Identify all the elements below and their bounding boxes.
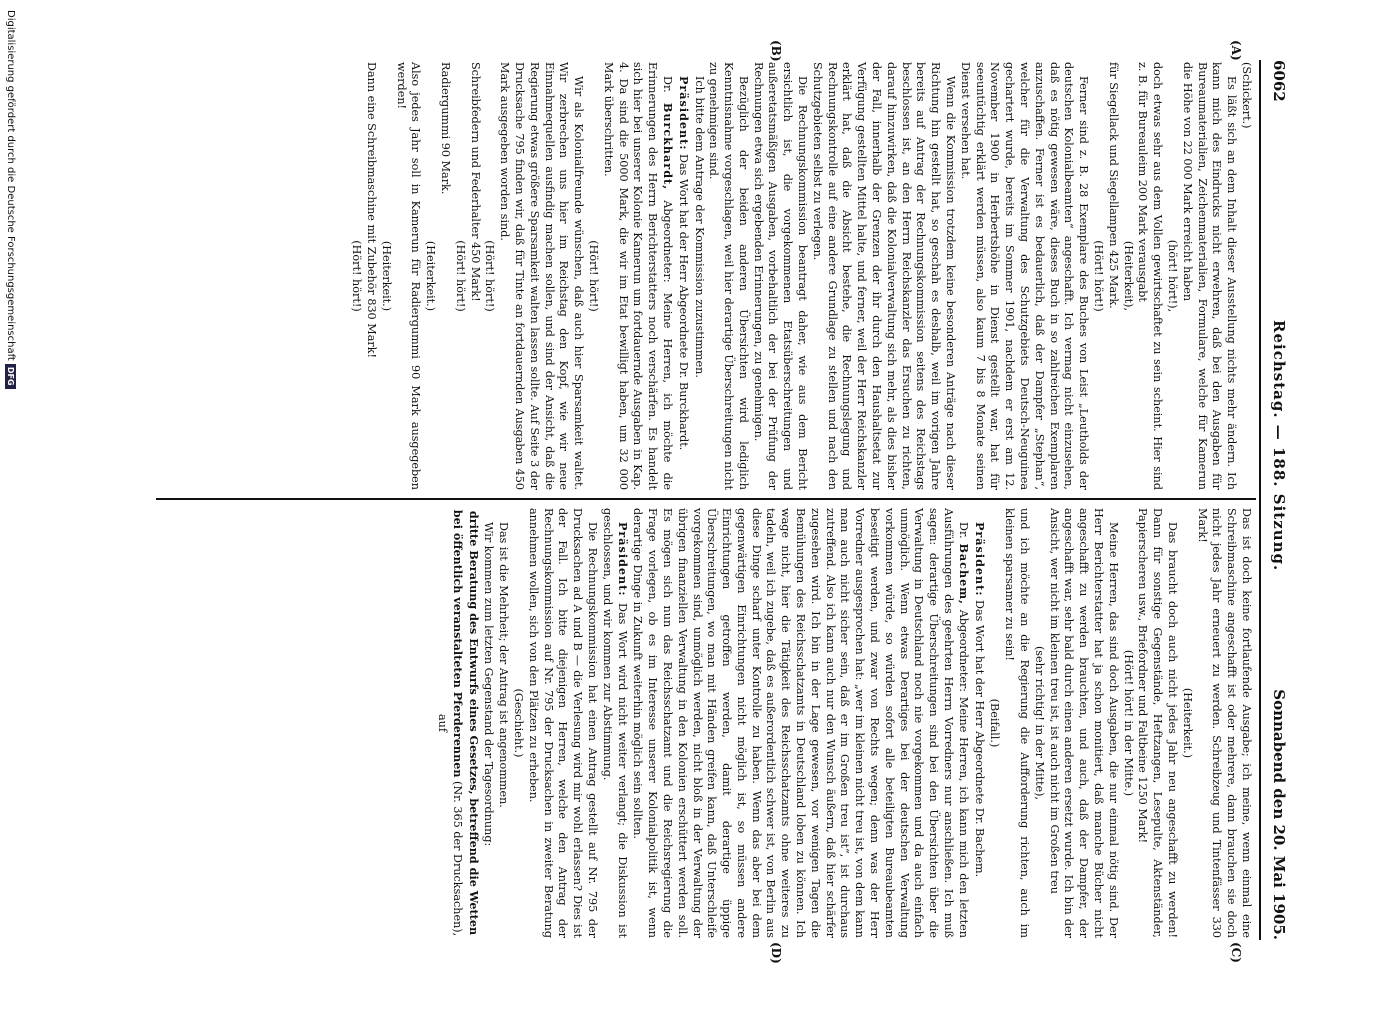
paragraph: (Hört! hört!) — [350, 240, 364, 312]
paragraph: (Hört! hört!) — [453, 240, 467, 312]
paragraph: Schreibfedern und Federhalter 450 Mark! — [468, 62, 482, 302]
paragraph: Ich bitte dem Antrage der Kommission zuzustimmen. — [692, 76, 706, 378]
paragraph: Wenn die Kommission trotzdem keine besonderen Anträge nach dieser Richtung hin gestellt hat, so geschah es deshalb, weil im vorigen Jahre bereits auf Antrag der Rechnungskommission seitens des Reichstags beschlossen ist, an den Herrn Reichskanzler das Ersuchen zu richten, darauf hinzuwirken, daß die Kolonialverwaltung sich mehr, als dies bisher der Fall, innerhalb der Grenzen der ihr durch den Haushaltsetat zur Verfügung gestellten Mittel halte, und ferner, weil der Herr Reichskanzler erklärt hat, daß die Absicht bestehe, die Rechnungslegung und Rechnungskontrolle auf eine andere Grundlage zu stellen und nach den Schutzgebieten selbst zu verlegen. — [810, 62, 958, 490]
paragraph: (Heiterkeit), — [1121, 240, 1135, 312]
paragraph: (Hört! hört!) — [1092, 240, 1106, 312]
paragraph: (Geschieht.) — [511, 688, 525, 758]
paragraph: (Hört! hört!) — [586, 240, 600, 312]
paragraph: und ich möchte an die Regierung die Aufforderung richten, auch im kleinen sparsamer zu sein! — [1003, 508, 1032, 938]
header-rule — [1259, 60, 1261, 940]
paragraph: Es läßt sich an dem Inhalt dieser Ausstellung nichts mehr ändern. Ich kann mich des Eindrucks nicht erwehren, daß bei den Ausgaben für Bureaumaterialien, Zeichenmaterialien, Formulare, welche für Kamerun die Höhe von 22 000 Mark erreicht haben — [1180, 62, 1239, 490]
paragraph: Wir kommen zum letzten Gegenstand der Tagesordnung: — [482, 522, 496, 847]
paragraph: Das ist doch keine fortlaufende Ausgabe; ich meine, wenn einmal eine Schreibmaschine angeschafft ist oder mehrere, dann brauchen sie doch nicht jedes Jahr erneuert zu werden. Schreibzeug und Tintenfässer 330 Mark! — [1195, 508, 1253, 938]
paragraph: (Beifall.) — [988, 698, 1002, 748]
paragraph: Die Rechnungskommission beantragt daher, wie aus dem Bericht ersichtlich ist, die vorgekommenen Etatsüberschreitungen und außeretatsmäßigen Ausgaben, vorbehaltlich der bei der Prüfung der Rechnungen etwa sich ergebenden Erinnerungen, zu genehmigen. — [751, 62, 810, 490]
credit-text: Digitalisierung gefördert durch die Deutsche Forschungsgemeinschaft — [5, 10, 16, 361]
paragraph: für Siegellack und Siegellampen 425 Mark. — [1106, 62, 1120, 309]
left-text-column — [348, 62, 1253, 490]
paragraph: (Heiterkeit.) — [379, 240, 393, 312]
page-header — [1266, 60, 1288, 940]
paragraph: (hört! hört!), — [1166, 239, 1180, 313]
paragraph: (sehr richtig! in der Mitte), — [1032, 645, 1046, 801]
paragraph: Dr. Burckhardt, Abgeordneter: Meine Herren, ich möchte die Erinnerungen des Herrn Berichterstatters noch verschärfen. Es handelt sich hier bei unserer Kolonie Kamerun um fortdauernde Ausgaben in Kap. 4. Da sind die 5000 Mark, die wir im Etat bewilligt haben, um 32 000 Mark überschritten. — [601, 62, 675, 490]
page-date: Sonnabend den 20. Mai 1905. — [1270, 689, 1288, 940]
page-title: Reichstag. — 188. Sitzung. — [1270, 320, 1288, 572]
paragraph: doch etwas sehr aus dem Vollen gewirtschaftet zu sein scheint. Hier sind z. B. für Bureauleim 200 Mark verausgabt — [1136, 62, 1165, 490]
column-divider — [156, 498, 1256, 500]
paragraph: Das braucht doch auch nicht jedes Jahr neu angeschafft zu werden! Dann für sonstige Gegenstände, Heftzangen, Lesepulte, Aktenständer, Papierscheren usw., Briefordner und Faltbeine 1250 Mark! — [1136, 508, 1180, 938]
paragraph: Präsident: Das Wort hat der Herr Abgeordnete Dr. Bachem. — [972, 522, 987, 878]
paragraph: (Heiterkeit.) — [1180, 687, 1194, 759]
paragraph: Dann eine Schreibmaschine mit Zubehör 830 Mark! — [364, 62, 378, 358]
paragraph: Das ist die Mehrheit; der Antrag ist angenommen. — [497, 522, 511, 808]
paragraph: Bezüglich der beiden anderen Übersichten wird lediglich Kenntnisnahme vorgeschlagen, weil hier derartige Überschreitungen nicht zu genehmigen sind. — [707, 62, 750, 490]
paragraph: Dr. Bachem, Abgeordneter: Meine Herren, ich kann mich den letzten Ausführungen des geehrten Herrn Vorredners nur anschließen. Ich muß sagen: derartige Überschreitungen sind bei den Übersichten über die Verwaltung in Deutschland noch nie vorgekommen und da auch einfach unmöglich. Wenn etwas Derartiges bei der deutschen Verwaltung vorkommen würde, so würden sofort alle beteiligten Bureaubeamten beseitigt werden, und zwar von Rechts wegen; denn was der Herr Vorredner ausgesprochen hat: „wer im kleinen nicht treu ist, von dem kann man auch nicht sicher sein, daß er im Großen treu ist“, ist durchaus zutreffend. Also ich kann auch nur den Wunsch äußern, daß hier schärfer zugesehen wird. Ich bin in der Lage gewesen, vor wenigen Tagen die Bemühungen des Reichsschatzamts in Deutschland loben zu können. Ich wage nicht, hier die Tätigkeit des Reichsschatzamts ohne weiteres zu tadeln, weil ich zugebe, daß es außerordentlich schwer ist, von Berlin aus diese Dinge scharf unter Kontrolle zu haben. Wenn das aber bei dem gegenwärtigen Einrichtungen nicht möglich ist, so müssen andere Einrichtungen getroffen werden, damit derartige üppige Überschreitungen, wo man mit Händen greifen kann, daß Unterschleife vorgekommen sind, unmöglich werden, nicht bloß in der Verwaltung der übrigen finanziellen Verwaltung in den Kolonien erschüttert werden soll. Es mögen sich nun das Reichsschatzamt und die Reichsregierung die Frage vorlegen, ob es im Interesse unserer Kolonialpolitik ist, wenn derartige Dinge in Zukunft weiterhin möglich sein sollten. — [631, 508, 971, 938]
paragraph: (Hört! hört! in der Mitte.) — [1121, 649, 1135, 797]
paragraph: Also jedes Jahr soll in Kamerun für Radiergummi 90 Mark ausgegeben werden! — [394, 62, 423, 490]
paragraph: (Hört! hört!) — [483, 240, 497, 312]
right-text-column — [434, 508, 1253, 938]
dfg-logo: DFG — [5, 364, 16, 389]
paragraph: Die Rechnungskommission hat einen Antrag gestellt auf Nr. 795 der Drucksachen ad A und B — die Verlesung wird mir wohl erlassen? Dies ist der Fall. Ich bitte diejenigen Herren, welche den Antrag der Rechnungskommission auf Nr. 795 der Drucksachen in zweiter Beratung annehmen wollen, sich von den Plätzen zu erheben. — [526, 508, 599, 938]
page-number: 6062 — [1270, 60, 1288, 102]
margin-marker-b: (B) — [769, 40, 783, 62]
margin-marker-c: (C) — [1229, 942, 1243, 963]
paragraph: Radiergummi 90 Mark. — [438, 62, 452, 195]
paragraph: Meine Herren, das sind doch Ausgaben, die nur einmal nötig sind. Der Herr Berichterstatter hat ja schon monitiert, daß manche Bücher nicht angeschafft zu werden brauchten, und auch, daß der Dampfer, der angeschafft war, sehr bald durch einen anderen ersetzt wurde. Ich bin der Ansicht, wer nicht im kleinen treu ist, ist auch nicht im Großen treu — [1047, 508, 1120, 938]
margin-marker-d: (D) — [769, 942, 783, 964]
paragraph: (Heiterkeit.) — [424, 240, 438, 312]
paragraph: Wir als Kolonialfreunde wünschen, daß auch hier Sparsamkeit waltet. Wir zerbrechen uns hier im Reichstag den Kopf, wie wir neue Einnahmequellen ausfindig machen sollen, und sind der Ansicht, daß die Regierung etwas größere Sparsamkeit walten lassen sollte. Auf Seite 3 der Drucksache 795 finden wir, daß für Tinte an fortdauernden Ausgaben 450 Mark ausgegeben worden sind. — [498, 62, 586, 490]
digitization-credit — [2, 0, 16, 1000]
paragraph: dritte Beratung des Entwurfs eines Gesetzes, betreffend die Wetten bei öffentlich veranstalteten Pferderennen (Nr. 365 der Drucksachen), auf — [435, 509, 481, 937]
paragraph: Ferner sind z. B. 28 Exemplare des Buches von Leist „Leutholds der deutschen Kolonialbeamten“ angeschafft. Ich vermag nicht einzusehen, daß es nötig gewesen wäre, dieses Buch in so zahlreichen Exemplaren anzuschaffen. Ferner ist es bedauerlich, daß der Dampfer „Stephan“, welcher für die Verwaltung des Schutzgebiets Deutsch-Neuguinea gechartert wurde, bereits im Sommer 1901, nachdem er erst am 12. November 1900 in Herbertshöhe in Dienst gestellt war, hat für seeuntüchtig erklärt werden müssen, also kaum 7 bis 8 Monate seinen Dienst versehen hat. — [958, 62, 1091, 490]
paragraph: Präsident: Das Wort wird nicht weiter verlangt; die Diskussion ist geschlossen, und wir kommen zur Abstimmung. — [600, 508, 630, 938]
margin-marker-a: (A) — [1229, 40, 1243, 61]
paragraph: Präsident: Das Wort hat der Herr Abgeordnete Dr. Burckhardt. — [676, 76, 691, 451]
paragraph: (Schickert.) — [1240, 62, 1253, 129]
